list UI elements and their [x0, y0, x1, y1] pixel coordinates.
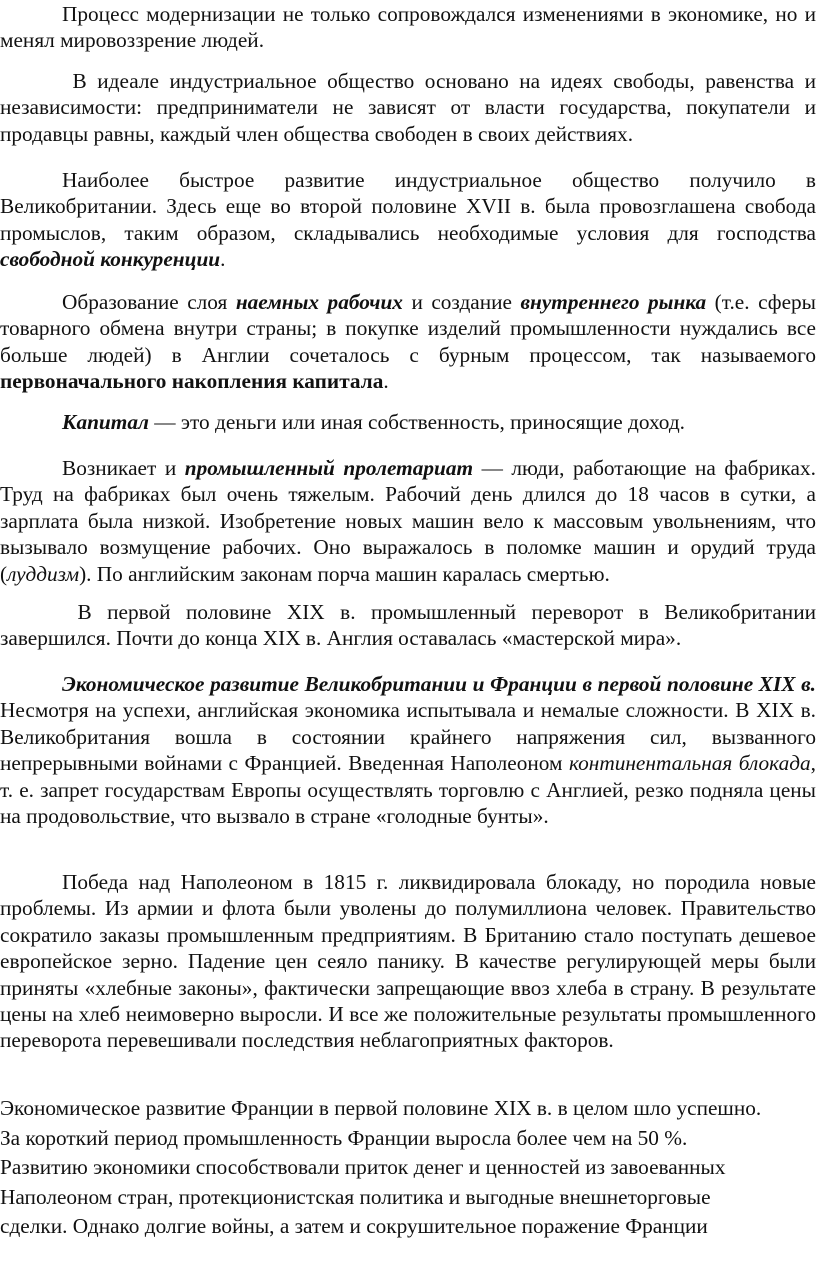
paragraph-8 — [0, 671, 816, 829]
term-industrial-proletariat: промышленный пролетариат — [184, 456, 474, 480]
paragraph-7-text: В первой половине XIX в. промышленный переворот в Великобритании завершился. Почти до конца XIX в. Англия оставалась «мастерской мира». — [0, 600, 816, 651]
paragraph-10-line-4: Наполеоном стран, протекционистская политика и выгодные внешнеторговые — [0, 1184, 711, 1209]
paragraph-4-end: . — [383, 369, 389, 394]
paragraph-2-text: В идеале индустриальное общество основано на идеях свободы, равенства и независимости: предприниматели не зависят от власти государства, покупатели и продавцы равны, каждый член общества свободен в своих действиях. — [0, 69, 816, 146]
term-continental-blockade: континентальная блокада — [568, 751, 811, 776]
paragraph-8-text-b: Несмотря на успехи, английская экономика испытывала и немалые сложности. В XIX в. Великобритания вошла в состоянии крайнего напряжения сил, вызванного непрерывными войнами с Францией. Введенная Наполеоном — [0, 698, 816, 776]
paragraph-10-line-3: Развитию экономики способствовали приток денег и ценностей из завоеванных — [0, 1155, 726, 1180]
term-free-competition: свободной конкуренции — [0, 247, 221, 272]
term-hired-workers: наемных рабочих — [235, 290, 403, 314]
paragraph-4-text-a: Образование слоя — [62, 290, 236, 314]
term-capital: Капитал — [62, 410, 149, 434]
paragraph-7 — [0, 599, 816, 652]
paragraph-10 — [0, 1094, 816, 1242]
term-primitive-accumulation: первоначального накопления капитала — [0, 369, 384, 394]
paragraph-2 — [0, 68, 816, 147]
paragraph-10-line-5: сделки. Однако долгие войны, а затем и сокрушительное поражение Франции — [0, 1214, 708, 1239]
paragraph-8-end: , т. е. запрет государствам Европы осуществлять торговлю с Англией, резко подняла цены на продовольствие, что вызвало в стране «голодные бунты». — [0, 751, 816, 829]
paragraph-3 — [0, 167, 816, 273]
paragraph-6 — [0, 455, 816, 587]
section-heading-economy: Экономическое развитие Великобритании и Франции в первой половине XIX в. — [62, 672, 816, 696]
paragraph-1-text: Процесс модернизации не только сопровождался изменениями в экономике, но и менял мировоззрение людей. — [0, 2, 816, 53]
paragraph-4-text-c: и создание — [402, 290, 521, 314]
term-luddism: луддизм — [7, 561, 80, 586]
paragraph-6-text-a: Возникает и — [62, 456, 185, 480]
paragraph-4-text-e: (т.е. сферы товарного обмена внутри страны; в покупке изделий промышленности нуждались все больше людей) в Англии сочеталось с бурным процессом, так называемого — [0, 290, 816, 367]
paragraph-6-end: ). По английским законам порча машин каралась смертью. — [79, 561, 610, 586]
paragraph-9-text: Победа над Наполеоном в 1815 г. ликвидировала блокаду, но породила новые проблемы. Из армии и флота были уволены до полумиллиона человек. Правительство сократило заказы промышленным предприятиям. В Британию стало поступать дешевое европейское зерно. Падение цен сеяло панику. В качестве регулирующей меры были приняты «хлебные законы», фактически запрещающие ввоз хлеба в страну. В результате цены на хлеб неимоверно выросли. И все же положительные результаты промышленного переворота перевешивали последствия неблагоприятных факторов. — [0, 870, 816, 1053]
paragraph-5 — [0, 409, 816, 435]
paragraph-3-end: . — [220, 247, 226, 272]
term-internal-market: внутреннего рынка — [520, 290, 707, 314]
paragraph-10-line-2: За короткий период промышленность Франции выросла более чем на 50 %. — [0, 1125, 688, 1150]
paragraph-6-text-c: — люди, работающие на фабриках. Труд на фабриках был очень тяжелым. Рабочий день длился до 18 часов в сутки, а зарплата была низкой. Изобретение новых машин вело к массовым увольнениям, что вызывало возмущение рабочих. Оно выражалось в поломке машин и орудий труда ( — [0, 456, 816, 586]
paragraph-9 — [0, 869, 816, 1054]
paragraph-10-line-1: Экономическое развитие Франции в первой половине XIX в. в целом шло успешно. — [0, 1096, 762, 1120]
paragraph-1 — [0, 1, 816, 54]
paragraph-5-text: — это деньги или иная собственность, приносящие доход. — [148, 410, 685, 434]
paragraph-4 — [0, 289, 816, 395]
paragraph-3-text: Наиболее быстрое развитие индустриальное общество получило в Великобритании. Здесь еще во второй половине XVII в. была провозглашена свобода промыслов, таким образом, складывались необходимые условия для господства — [0, 168, 816, 245]
